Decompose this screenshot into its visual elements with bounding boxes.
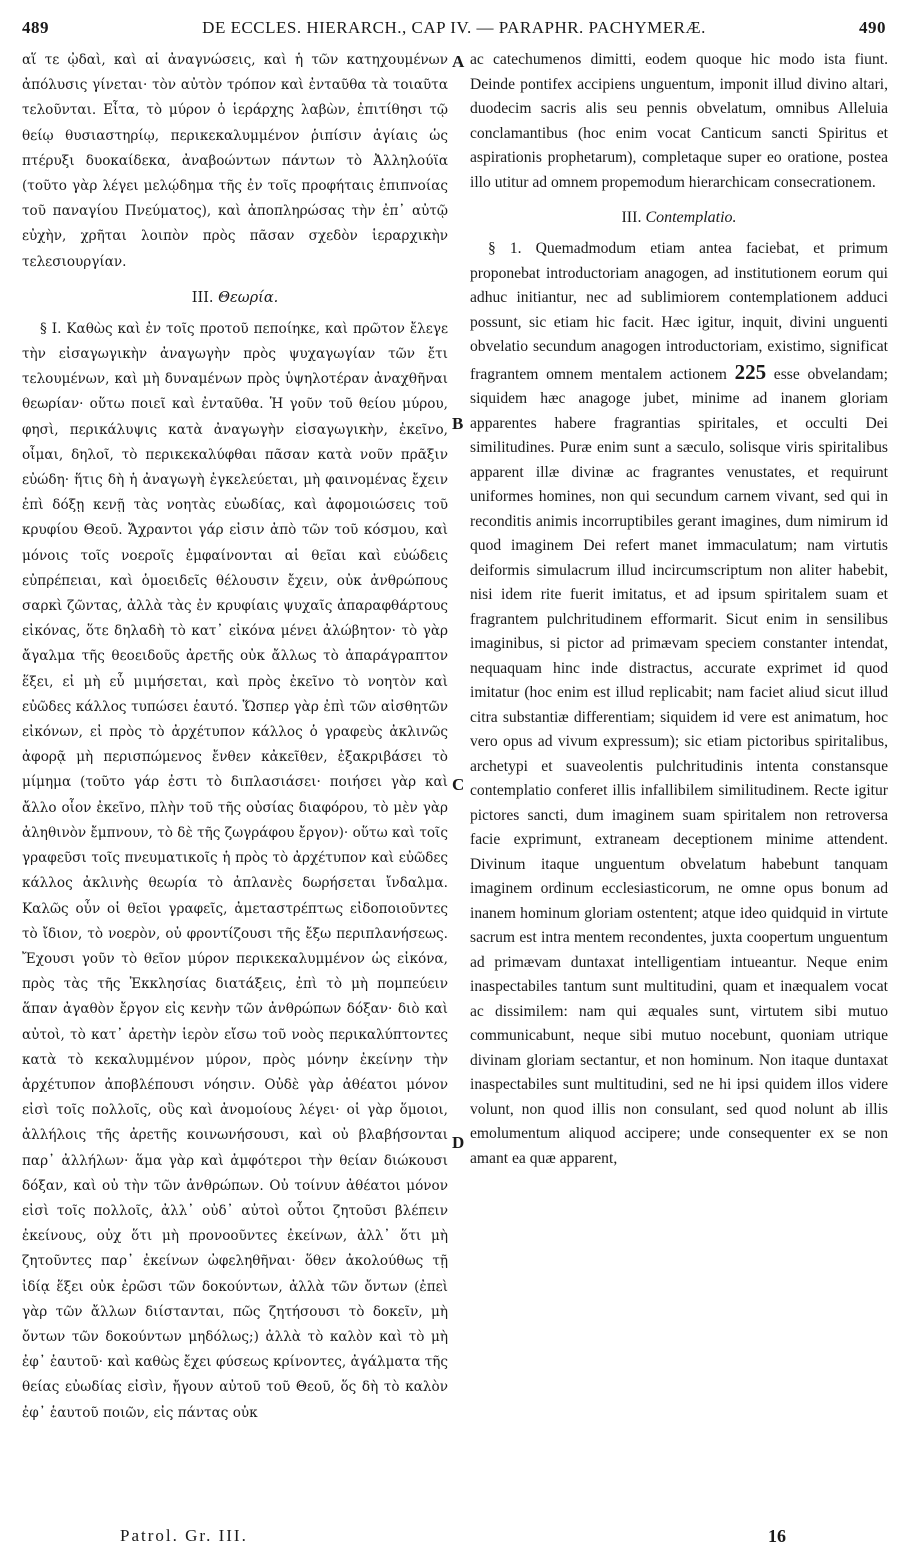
latin-paragraph-1 (470, 237, 888, 1171)
latin-heading-number: III. (621, 209, 642, 226)
latin-paragraph-1-part-b: esse obvelandam; siquidem hæc anagoge jubet, minime ad inanem gloriam apparentes habere fragrantias spiritales, et occulti Dei similitudines. Puræ enim sunt a sæculo, solisque viris spiritalibus apparent illæ divinæ ac fragrantes venustates, et requirunt uniformes homines, non qui secundum carnem vivant, sed qui in reconditis animis incorruptibiles gerant imagines, dum nimirum id quod imaginem Dei refert manet immaculatum; nam virtutis deiformis simulacrum illud incircumscriptum non aliter habebit, nisi idem rite fuerit imitatus, et ad ipsum spiritalem suam et fragrantem pulchritudinem efformarit. Sicut enim in sensilibus imaginibus, si pictor ad primævam speciem constanter intendat, nequaquam hinc inde distractus, accurate exprimet id quod imitatur (hoc enim est illud replicabit; nam faciet aliud sicut illud citra substantiæ differentiam; siquidem id vere est animatum, hoc vero opus ad vivum expressum); sic etiam pictoribus spiritalibus, archetypi et suaveolentis pulchritudinis intenta constansque contemplatio conferet illis infallibilem similitudinem. Recte igitur pictores sancti, dum imaginem suam spiritalem non retroversa facie exprimunt, extraneam deceptionem minime attendent. Divinum itaque unguentum obvelatum habebunt tanquam imaginem ordinum ecclesiasticorum, ne omne opus bonum ad inanem hominum gloriam ostentent; atque ideo quidquid in virtute sacrum est intra mentem recondentes, juxta coopertum unguentum ad primævam duntaxat intelligentiam intueantur. Neque enim inaspectabiles tantum sunt multitudini, quam et inæqualem vocat ac dissimilem: nam qui æquales sunt, virtutem sibi mutuo communicabunt, neque sibi mutuo nocebunt, quoniam utrique divinam gloriam sectantur, et non hominum. Non itaque duntaxat inaspectabiles sunt multitudini, sed ne hi ipsi quidem illos videre volunt, non quod illis non consulant, sed quod nolunt ab illis emolumentum aliquod accipere; unde consequenter ex se non amant ea quæ apparent, (470, 365, 889, 1167)
greek-column (22, 48, 448, 1426)
page-number-left: 489 (22, 18, 49, 37)
page-number-right: 490 (859, 18, 886, 37)
margin-marker-c: C (452, 775, 465, 794)
greek-section-heading (22, 275, 448, 317)
greek-paragraph-1: § I. Καθὼς καὶ ἐν τοῖς προτοῦ πεποίηκε, καὶ πρῶτον ἔλεγε τὴν εἰσαγωγικὴν ἀναγωγὴν πρὸς ψυχαγωγίαν τῶν ἔτι τελουμένων, καὶ μὴ δυναμένων πρὸς ὑψηλοτέραν ἀναχθῆναι θεωρίαν· οὕτω ποιεῖ καὶ ἐνταῦθα. Ἡ γοῦν τοῦ θείου μύρου, φησὶ, περικάλυψις κατὰ ἀναγωγὴν εἰσαγωγικὴν, ἐκεῖνο, οἶμαι, δηλοῖ, τὸ περικεκαλύφθαι πᾶσαν κατὰ νοῦν πρᾶξιν εὐώδη· ἥτις δὴ ἡ ἀναγωγὴ ἐγκελεύεται, μὴ φαινομένας ἔχειν ἐπὶ δόξῃ κενῇ τὰς νοητὰς εὐωδίας, καὶ ἀφομοιώσεις τοῦ κρυφίου Θεοῦ. Ἄχραντοι γάρ εἰσιν ἀπὸ τῶν τοῦ κόσμου, καὶ μόνοις τοῖς νοεροῖς ἐμφαίνονται αἱ θεῖαι καὶ εὐώδεις εὐπρέπειαι, καὶ ὁμοειδεῖς θέλουσιν ἔχειν, οὐκ ἀνθρώπους σαρκὶ ζῶντας, ἀλλὰ τὰς ἐν κρυφίαις ψυχαῖς ἀπαραφθάρτους εἰκόνας, ὅτε δηλαδὴ τὸ κατ᾽ εἰκόνα μένει ἀλώβητον· τὸ γὰρ ἄγαλμα τῆς θεοειδοῦς ἀρετῆς οὐκ ἄλλως τὸ ἀπαράγραπτον ἕξει, εἰ μὴ εὖ μιμήσεται, καὶ πρὸς ἐκεῖνο τὸ νοητὸν καὶ εὐῶδες κάλλος τυπώσει ἑαυτό. Ὥσπερ γὰρ ἐπὶ τῶν αἰσθητῶν εἰκόνων, εἰ πρὸς τὸ ἀρχέτυπον κάλλος ὁ γραφεὺς ἀκλινῶς ἀφορᾷ μὴ περισπώμενος ἔνθεν κἀκεῖθεν, ἐξακριβάσει τὸ μίμημα (τοῦτο γάρ ἐστι τὸ διπλασιάσει· ποιήσει γὰρ καὶ ἄλλο οἷον ἐκεῖνο, πλὴν τοῦ τῆς οὐσίας διαφόρου, τὸ μὲν γὰρ ἀληθινὸν ἔμπνουν, τὸ δὲ τῆς ζωγράφου ἔργον)· οὕτω καὶ τοῖς γραφεῦσι τοῖς πνευματικοῖς ἡ πρὸς τὸ ἀρχέτυπον καὶ εὐῶδες κάλλος ἀκλινὴς θεωρία τὸ ἀπλανὲς δωρήσεται ἴνδαλμα. Καλῶς οὖν οἱ θεῖοι γραφεῖς, ἀμεταστρέπτως εἰδοποιοῦντες τὸ ἴδιον, τὸ νοερὸν, οὐ φροντίζουσι τῆς ἔξω περιπλανήσεως. Ἔχουσι γοῦν τὸ θεῖον μύρον περικεκαλυμμένον ὡς εἰκόνα, πρὸς τὰς τῆς Ἐκκλησίας διατάξεις, ἐπὶ τὸ μὴ πομπεύειν ἅπαν ἀγαθὸν ἔργον εἰς κενὴν τῶν ἀνθρώπων δόξαν· διὸ καὶ αὐτοὶ, τὸ κατ᾽ ἀρετὴν ἱερὸν εἴσω τοῦ νοὸς περικαλύπτοντες κατὰ τὸ κεκαλυμμένον μύρον, πρὸς μόνην ἐκείνην τὴν ἀρχέτυπον ἀποβλέπουσι νόησιν. Οὐδὲ γὰρ ἀθέατοι μόνον εἰσὶ τοῖς πολλοῖς, οὓς καὶ ἀνομοίους λέγει· οἱ γὰρ ὅμοιοι, ἀλλήλοις τῆς ἀρετῆς κοινωνήσουσι, καὶ οὐ βλαβήσονται παρ᾽ ἀλλήλων· ἅμα γὰρ καὶ ἀμφότεροι τὴν θείαν διώκουσι δόξαν, καὶ οὐ τὴν τῶν ἀνθρώπων. Οὐ τοίνυν ἀθέατοι μόνον εἰσὶ τοῖς πολλοῖς, ἀλλ᾽ οὐδ᾽ αὐτοὶ οὗτοι ζητοῦσι βλέπειν ἐκείνους, οὐχ ὅτι μὴ προνοοῦντες ἐκείνων, ἀλλ᾽ ὅτι μὴ ζητοῦντες παρ᾽ ἐκείνων ὠφεληθῆναι· ὅθεν ἀκολούθως τῇ ἰδίᾳ ἕξει οὐκ ἐρῶσι τῶν δοκούντων, ἀλλὰ τῶν ὄντων (ἐπεὶ γὰρ τῶν ἄλλων διίστανται, πῶς ζητήσουσι τὸ δοκεῖν, μὴ ὄντων τῶν δοκούντων μηδόλως;) ἀλλὰ τὸ καλὸν καὶ τὸ μὴ ἐφ᾽ ἑαυτοῦ· καὶ καθὼς ἔχει φύσεως κρίνοντες, ἀγάλματα τῆς θείας εὐωδίας εἰσὶν, ἤγουν αὐτοῦ τοῦ Θεοῦ, ὅς δὴ τὸ καλὸν ἐφ᾽ ἑαυτοῦ ποιῶν, εἰς πάντας οὐκ (22, 320, 448, 1421)
column-number: 225 (734, 359, 767, 384)
signature-mark: Patrol. Gr. III. (120, 1526, 248, 1545)
running-title: DE ECCLES. HIERARCH., CAP IV. — PARAPHR. PACHYMERÆ. (202, 18, 706, 37)
margin-marker-b: B (452, 414, 464, 433)
latin-section-heading (470, 195, 888, 237)
latin-paragraph-1-part-a: § 1. Quemadmodum etiam antea faciebat, et primum proponebat introductoriam anagogen, ad institutionem eorum qui adhuc initiantur, nec ad sublimiorem contemplationem adduci possunt, sic etiam hic facit. Hæc igitur, inquit, divini unguenti obvelatio secundum anagogen introductoriam, existimo, significat fragrantem omnem mentalem actionem (470, 240, 888, 383)
margin-marker-a: A (452, 52, 465, 71)
sheet-number: 16 (768, 1526, 786, 1546)
latin-column (470, 48, 888, 1171)
latin-heading-word: Contemplatio. (645, 209, 737, 226)
greek-heading-number: III. (191, 289, 214, 306)
greek-heading-word: Θεωρία. (218, 289, 279, 306)
latin-intro-paragraph: ac catechumenos dimitti, eodem quoque hic modo ista fiunt. Deinde pontifex accipiens unguentum, imponit illud divino altari, duodecim sacris alis seu pennis obvelatum, omnibus Alleluia conclamantibus (hoc enim vocat Canticum sancti Spiritus et aspirationis prophetarum), completaque super eo oratione, postea illo utitur ad omnem propemodum hierarchicam consecrationem. (470, 51, 888, 191)
greek-intro-paragraph: αἵ τε ᾠδαὶ, καὶ αἱ ἀναγνώσεις, καὶ ἡ τῶν κατηχουμένων ἀπόλυσις γίνεται· τὸν αὐτὸν τρόπον καὶ ἐνταῦθα τὰ τοιαῦτα τελοῦνται. Εἶτα, τὸ μύρον ὁ ἱεράρχης λαβὼν, ἐπιτίθησι τῷ θείῳ θυσιαστηρίῳ, περικεκαλυμμένον ῥιπίσιν ἁγίαις ὡς πτέρυξι δυοκαίδεκα, ἀναβοώντων πάντων τὸ Ἀλληλούϊα (τοῦτο γὰρ λέγει μελῴδημα τῆς ἐν τοῖς προφήταις ἐπιπνοίας τοῦ παναγίου Πνεύματος), καὶ ἀποπληρώσας τὴν ἐπ᾽ αὐτῷ εὐχὴν, χρῆται λοιπὸν πρὸς πᾶσαν σχεδὸν ἱεραρχικὴν τελεσιουργίαν. (22, 52, 448, 270)
margin-marker-d: D (452, 1133, 465, 1152)
running-header (22, 18, 886, 44)
